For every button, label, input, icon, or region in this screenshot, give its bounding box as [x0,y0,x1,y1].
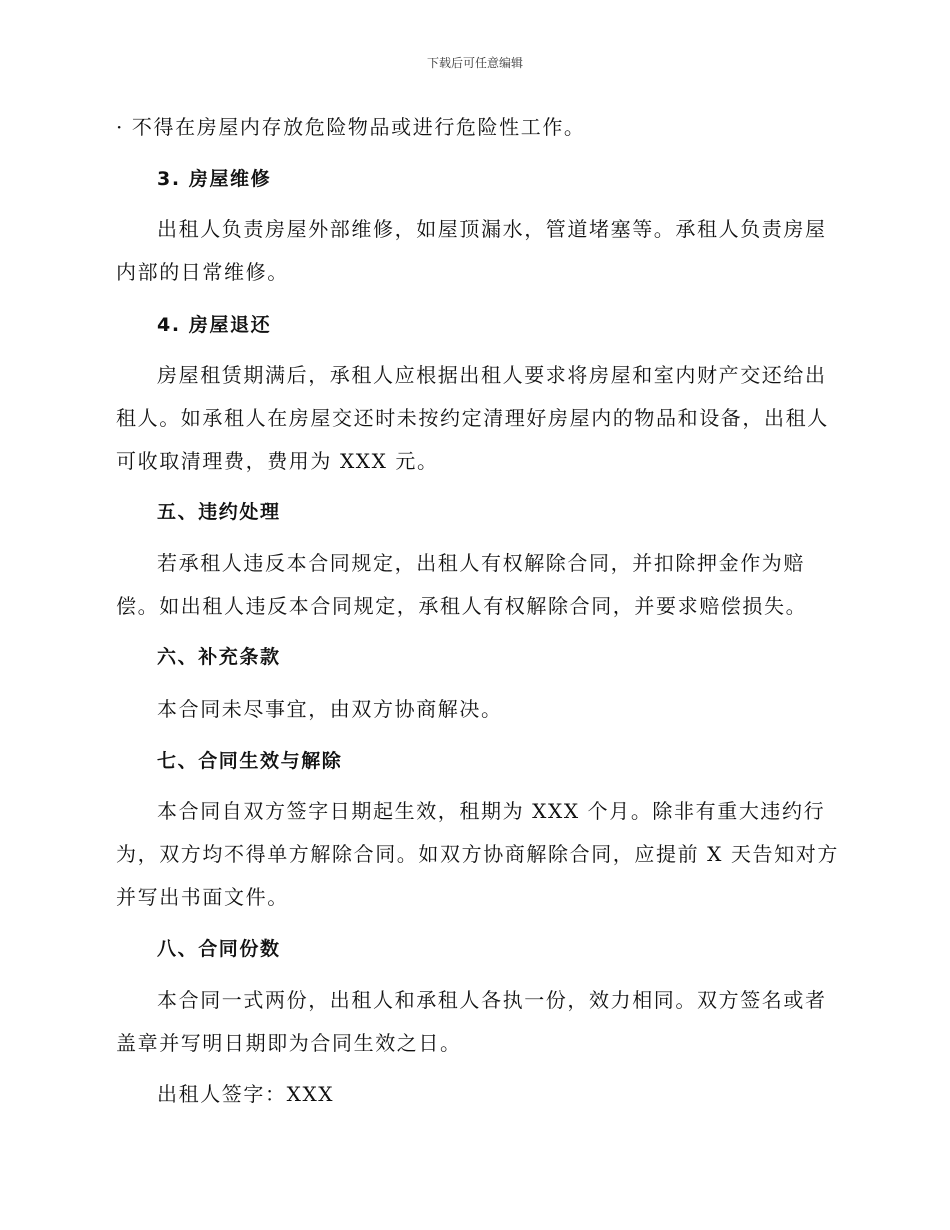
section-5-para-line-1: 若承租人违反本合同规定，出租人有权解除合同，并扣除押金作为赔 [157,551,805,575]
section-6-para-line-1: 本合同未尽事宜，由双方协商解决。 [157,697,503,721]
section-5-title: 五、违约处理 [157,501,281,523]
section-8-title: 八、合同份数 [157,938,281,960]
section-7-para-line-3: 并写出书面文件。 [116,885,289,909]
section-3-para-line-1: 出租人负责房屋外部维修，如屋顶漏水，管道堵塞等。承租人负责房屋 [157,217,827,241]
section-4-title: 4. 房屋退还 [157,314,272,336]
section-6-title: 六、补充条款 [157,646,281,668]
lessor-signature: 出租人签字：XXX [157,1082,335,1106]
section-4-para-line-2: 租人。如承租人在房屋交还时未按约定清理好房屋内的物品和设备，出租人 [116,406,829,430]
section-3-title: 3. 房屋维修 [157,168,272,190]
section-4-para-line-3: 可收取清理费，费用为 XXX 元。 [116,449,439,473]
bullet-line: · 不得在房屋内存放危险物品或进行危险性工作。 [116,115,586,139]
section-7-para-line-1: 本合同自双方签字日期起生效，租期为 XXX 个月。除非有重大违约行 [157,799,826,823]
page-header: 下载后可任意编辑 [426,56,523,70]
section-7-title: 七、合同生效与解除 [157,750,343,772]
section-4-para-line-1: 房屋租赁期满后，承租人应根据出租人要求将房屋和室内财产交还给出 [157,363,827,387]
section-3-para-line-2: 内部的日常维修。 [116,260,289,284]
section-7-para-line-2: 为，双方均不得单方解除合同。如双方协商解除合同，应提前 X 天告知对方 [116,842,839,866]
section-5-para-line-2: 偿。如出租人违反本合同规定，承租人有权解除合同，并要求赔偿损失。 [116,594,808,618]
section-8-para-line-2: 盖章并写明日期即为合同生效之日。 [116,1031,462,1055]
section-8-para-line-1: 本合同一式两份，出租人和承租人各执一份，效力相同。双方签名或者 [157,988,827,1012]
